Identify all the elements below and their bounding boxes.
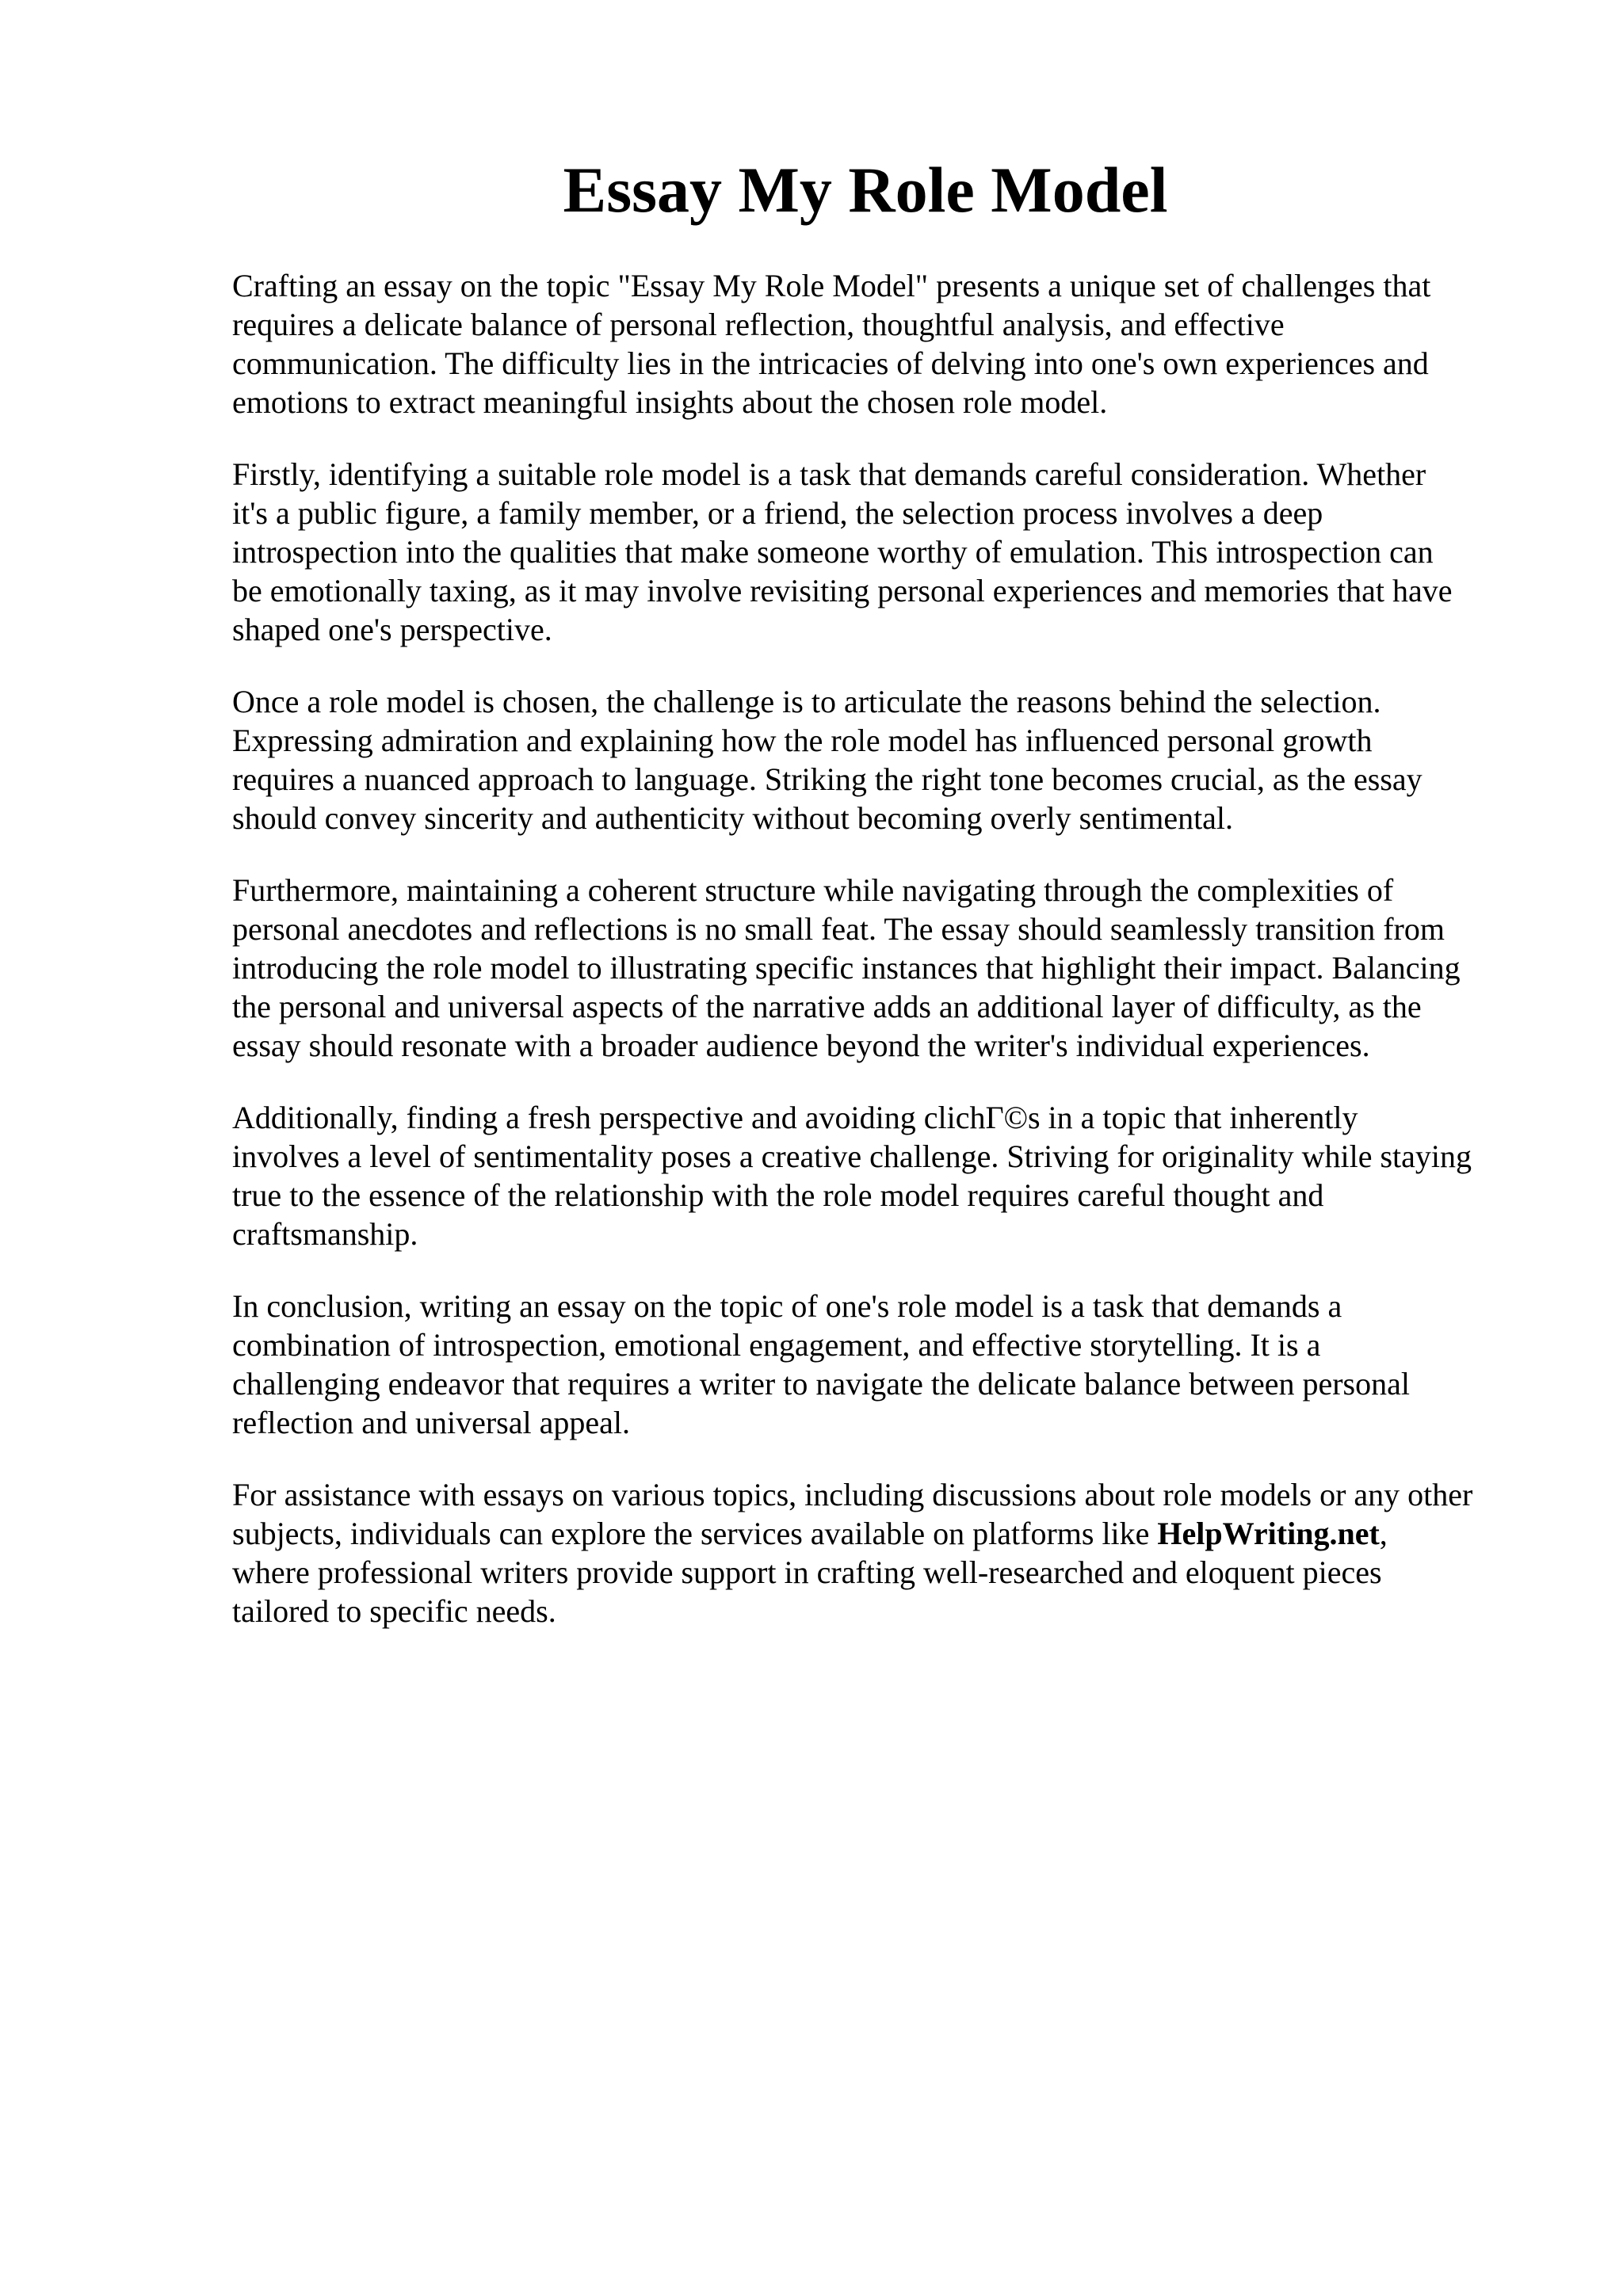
assistance-text-before: For assistance with essays on various topics, including discussions about role models or any other subjects, individuals can explore the services available on platforms like bbox=[232, 1477, 1473, 1551]
document-title: Essay My Role Model bbox=[563, 154, 1168, 226]
paragraph-originality: Additionally, finding a fresh perspective and avoiding clichΓ©s in a topic that inherently involves a level of sentimentality poses a creative challenge. Striving for originality while staying true to the essence of the relationship with the role model requires careful thought and craftsmanship. bbox=[232, 1100, 1472, 1252]
document-body bbox=[232, 266, 1532, 1664]
paragraph-structure: Furthermore, maintaining a coherent structure while navigating through the complexities of personal anecdotes and reflections is no small feat. The essay should seamlessly transition from introducing the role model to illustrating specific instances that highlight their impact. Balancing the personal and universal aspects of the narrative adds an additional layer of difficulty, as the essay should resonate with a broader audience beyond the writer's individual experiences. bbox=[232, 872, 1461, 1063]
paragraph-intro: Crafting an essay on the topic "Essay My Role Model" presents a unique set of challenges that requires a delicate balance of personal reflection, thoughtful analysis, and effective communication. The difficulty lies in the intricacies of delving into one's own experiences and emotions to extract meaningful insights about the chosen role model. bbox=[232, 268, 1431, 420]
assistance-text-after: , where professional writers provide support in crafting well-researched and eloquent pieces tailored to specific needs. bbox=[232, 1516, 1388, 1629]
paragraph-assistance bbox=[232, 1475, 1532, 1630]
helpwriting-link[interactable]: HelpWriting.net bbox=[1157, 1516, 1380, 1551]
paragraph-identifying: Firstly, identifying a suitable role model is a task that demands careful consideration. Whether it's a public figure, a family member, or a friend, the selection process involves a deep introspection into the qualities that make someone worthy of emulation. This introspection can be emotionally taxing, as it may involve revisiting personal experiences and memories that have shaped one's perspective. bbox=[232, 456, 1453, 647]
paragraph-articulating: Once a role model is chosen, the challenge is to articulate the reasons behind the selection. Expressing admiration and explaining how the role model has influenced personal growth requires a nuanced approach to language. Striking the right tone becomes crucial, as the essay should convey sincerity and authenticity without becoming overly sentimental. bbox=[232, 684, 1423, 836]
paragraph-conclusion: In conclusion, writing an essay on the topic of one's role model is a task that demands a combination of introspection, emotional engagement, and effective storytelling. It is a challenging endeavor that requires a writer to navigate the delicate balance between personal reflection and universal appeal. bbox=[232, 1288, 1410, 1440]
